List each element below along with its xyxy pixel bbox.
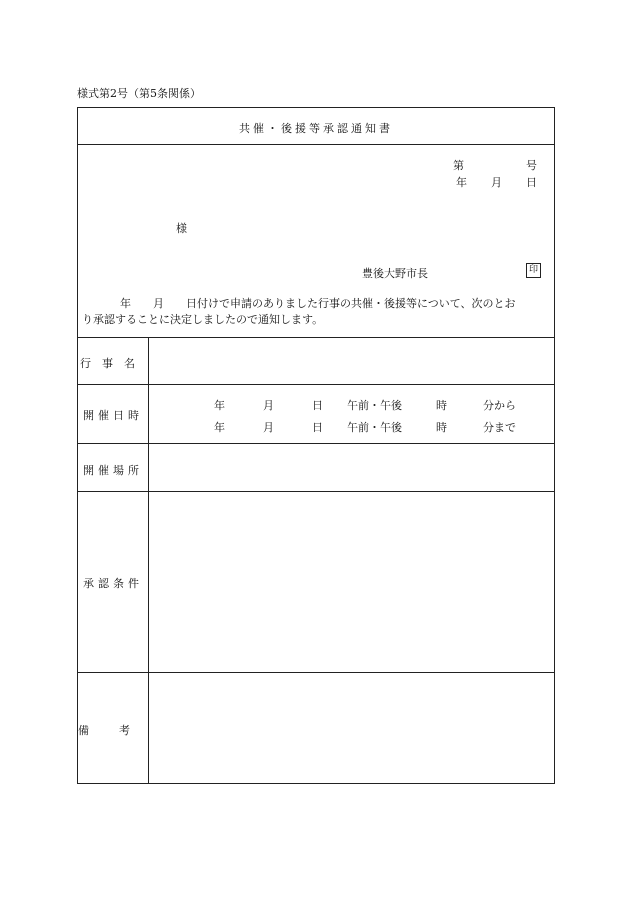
dt-hour: 時: [436, 421, 447, 434]
divider: [78, 443, 554, 444]
divider: [78, 144, 554, 145]
addressee: 様: [176, 222, 187, 235]
dt-ampm: 午前・午後: [347, 421, 402, 434]
document-date-line: [456, 174, 537, 190]
dt-year: 年: [214, 399, 225, 412]
label-column-divider: [148, 337, 149, 783]
event-name-label: 行事名: [80, 357, 146, 370]
dt-ampm: 午前・午後: [347, 399, 402, 412]
dt-year: 年: [214, 421, 225, 434]
divider: [78, 672, 554, 673]
issuer: 豊後大野市長: [362, 267, 428, 280]
dt-month: 月: [263, 399, 274, 412]
dt-day: 日: [312, 421, 323, 434]
conditions-label: 承認条件: [83, 577, 143, 590]
datetime-to: [214, 419, 516, 435]
dt-hour: 時: [436, 399, 447, 412]
notice-form: [77, 107, 555, 784]
divider: [78, 337, 554, 338]
notice-body: [82, 296, 550, 328]
dt-day: 日: [312, 399, 323, 412]
seal-mark: 印: [526, 263, 541, 278]
date-month: 月: [491, 176, 502, 189]
number-suffix: 号: [526, 159, 537, 172]
divider: [78, 491, 554, 492]
venue-label: 開催場所: [83, 464, 143, 477]
document-number-line: [453, 157, 537, 173]
form-number: 様式第2号（第5条関係）: [77, 87, 201, 100]
document-title: 共催・後援等承認通知書: [239, 122, 393, 135]
datetime-label: 開催日時: [83, 409, 143, 422]
dt-minute: 分から: [483, 399, 516, 412]
remarks-label: 備考: [78, 724, 160, 737]
dt-minute: 分まで: [483, 421, 516, 434]
date-day: 日: [526, 176, 537, 189]
number-prefix: 第: [453, 159, 464, 172]
notice-body-line: り承認することに決定しましたので通知します。: [82, 313, 324, 326]
datetime-from: [214, 397, 516, 413]
dt-month: 月: [263, 421, 274, 434]
divider: [78, 384, 554, 385]
notice-body-line: 年 月 日付けで申請のありました行事の共催・後援等について、次のとお: [120, 297, 516, 310]
date-year: 年: [456, 176, 467, 189]
